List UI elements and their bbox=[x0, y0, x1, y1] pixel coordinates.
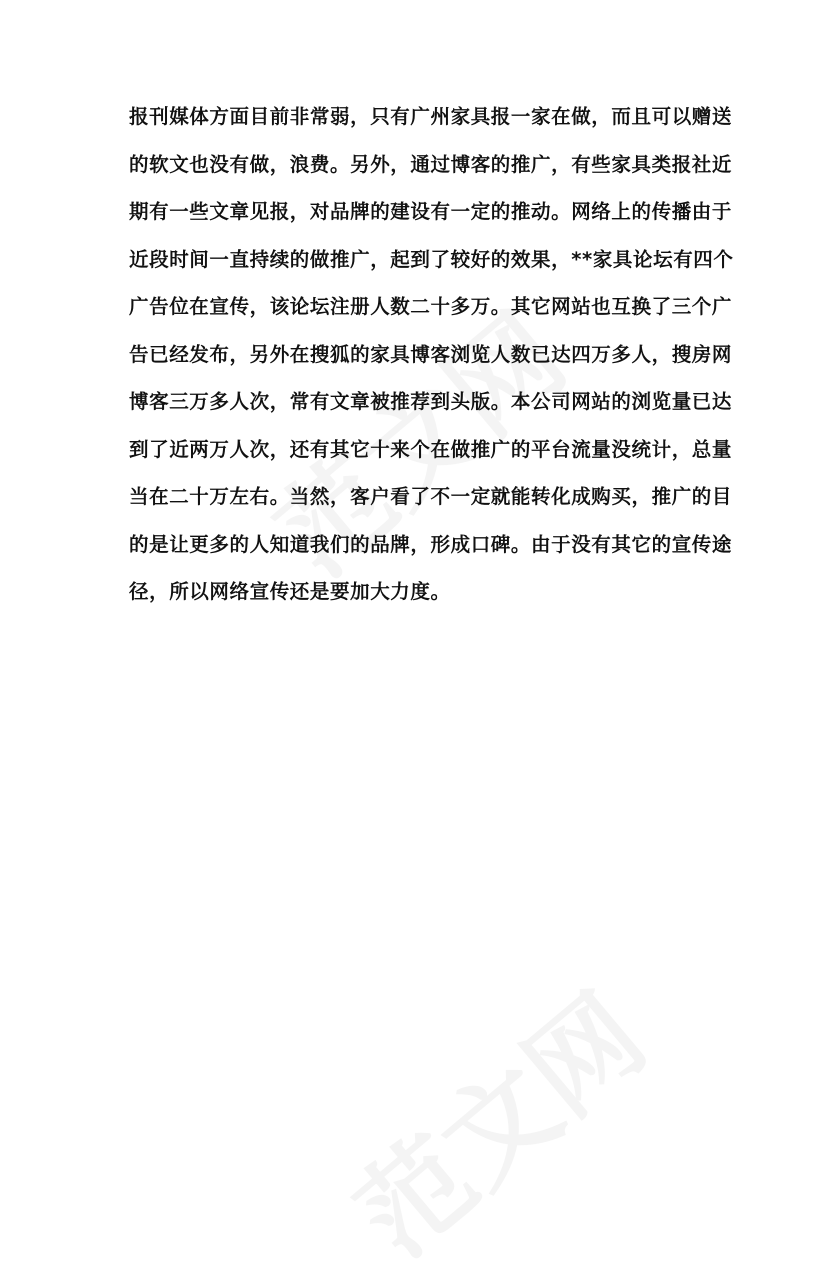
text-line: 报刊媒体方面目前非常弱，只有广州家具报一家在做，而且可以赠送 bbox=[129, 105, 733, 128]
text-line: 博客三万多人次，常有文章被推荐到头版。本公司网站的浏览量已达 bbox=[129, 390, 733, 413]
text-line: 期有一些文章见报，对品牌的建设有一定的推动。网络上的传播由于 bbox=[129, 200, 733, 223]
text-line: 的软文也没有做，浪费。另外，通过博客的推广，有些家具类报社近 bbox=[129, 152, 733, 176]
text-line: 当在二十万左右。当然，客户看了不一定就能转化成购买，推广的目 bbox=[129, 485, 733, 508]
watermark bbox=[318, 952, 672, 1285]
text-line: 径，所以网络宣传还是要加大力度。 bbox=[129, 580, 451, 603]
text-line: 广告位在宣传，该论坛注册人数二十多万。其它网站也互换了三个广 bbox=[129, 295, 733, 318]
document-body bbox=[129, 100, 734, 623]
text-line: 到了近两万人次，还有其它十来个在做推广的平台流量没统计，总量 bbox=[129, 437, 733, 461]
text-line: 近段时间一直持续的做推广，起到了较好的效果，**家具论坛有四个 bbox=[129, 247, 734, 271]
text-line: 的是让更多的人知道我们的品牌，形成口碑。由于没有其它的宣传途 bbox=[129, 532, 733, 556]
text-line: 告已经发布，另外在搜狐的家具博客浏览人数已达四万多人，搜房网 bbox=[129, 342, 733, 366]
